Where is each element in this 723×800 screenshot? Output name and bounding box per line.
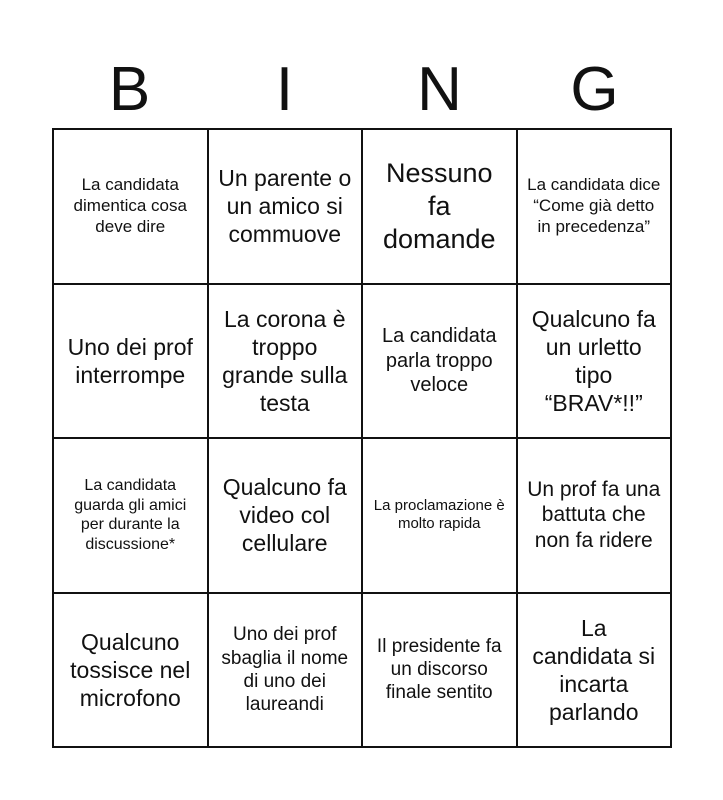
cell-text: Qualcuno tossisce nel microfono [70,628,191,711]
bingo-cell[interactable] [54,594,209,749]
bingo-cell[interactable] [54,439,209,594]
cell-text: Un prof fa una battuta che non fa ridere [527,477,661,553]
bingo-cell[interactable] [518,130,673,285]
cell-text: Qualcuno fa un urletto tipo “BRAV*!!” [531,305,656,416]
bingo-cell[interactable] [209,439,364,594]
bingo-cell[interactable] [363,439,518,594]
cell-text: La proclamazione è molto rapida [373,496,505,533]
bingo-cell[interactable] [363,285,518,440]
cell-text: La corona è troppo grande sulla testa [222,305,348,416]
header-letter-i: I [275,55,294,124]
bingo-header [52,52,672,128]
cell-text: La candidata parla troppo veloce [381,325,497,396]
cell-text: Un parente o un amico si commuove [218,165,352,248]
bingo-cell[interactable] [518,594,673,749]
cell-text: La candidata dimentica cosa deve dire [73,175,187,236]
bingo-card [52,128,672,748]
cell-text: Uno dei prof interrompe [67,333,193,388]
bingo-cell[interactable] [54,130,209,285]
cell-text: Il presidente fa un discorso finale sentito [376,635,502,704]
bingo-cell[interactable] [54,285,209,440]
bingo-cell[interactable] [209,130,364,285]
bingo-cell[interactable] [363,130,518,285]
cell-text: Qualcuno fa video col cellulare [222,474,347,557]
bingo-cell[interactable] [363,594,518,749]
header-letter-g: G [570,55,619,124]
bingo-cell[interactable] [209,285,364,440]
bingo-cell[interactable] [209,594,364,749]
bingo-cell[interactable] [518,439,673,594]
cell-text: La candidata dice “Come già detto in precedenza” [527,175,661,236]
cell-text: Uno dei prof sbaglia il nome di uno dei laureandi [221,624,349,715]
cell-text: La candidata si incarta parlando [532,614,656,725]
cell-text: La candidata guarda gli amici per durante la discussione* [74,477,187,553]
header-letter-b: B [108,55,151,124]
bingo-cell[interactable] [518,285,673,440]
cell-text: Nessuno fa domande [382,157,496,254]
header-letter-n: N [417,55,462,124]
